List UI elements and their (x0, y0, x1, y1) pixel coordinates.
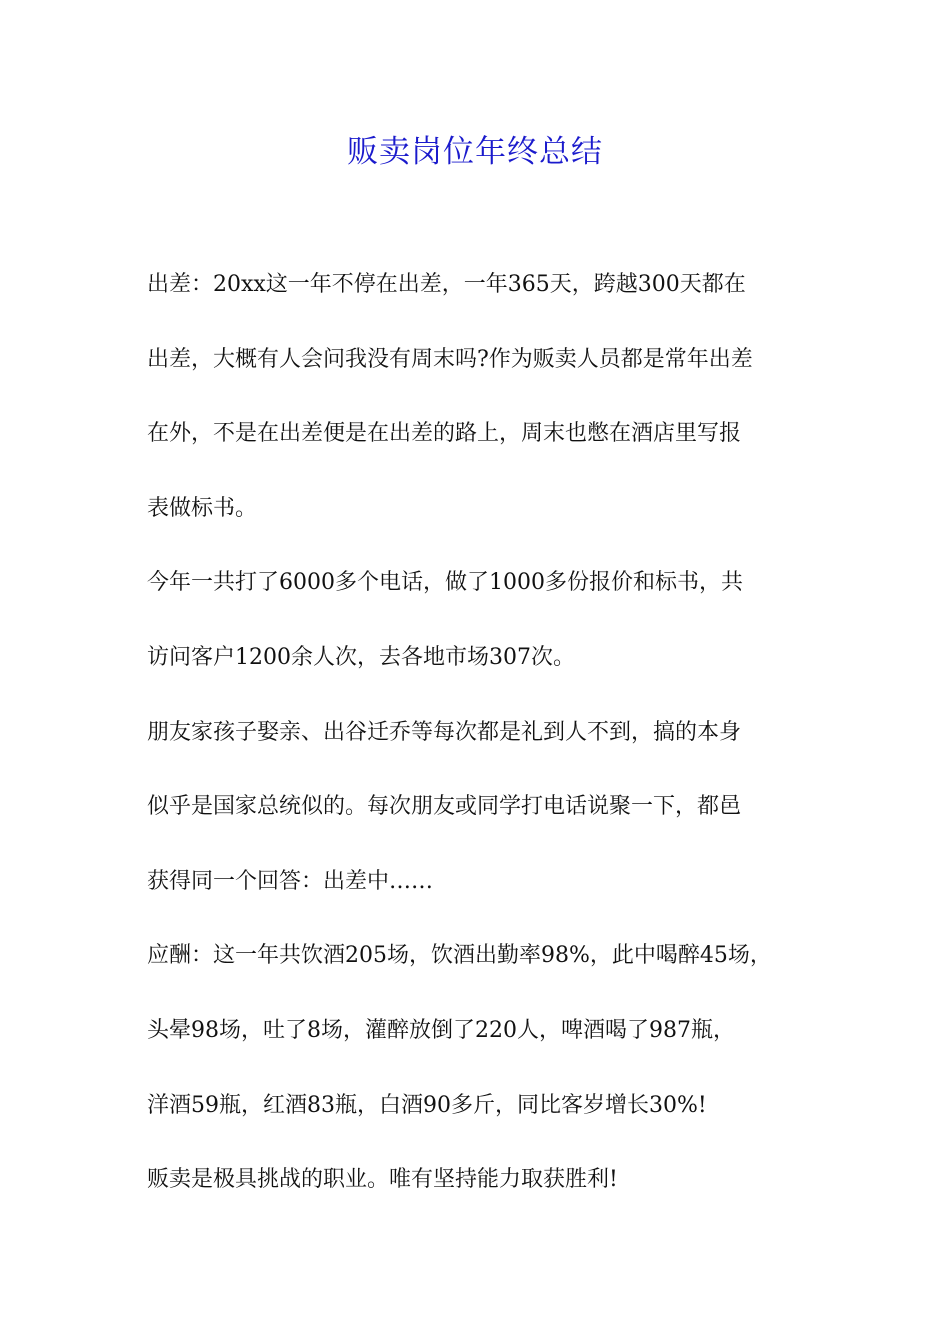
paragraph-line: 在外，不是在出差便是在出差的路上，周末也憋在酒店里写报 (147, 421, 742, 447)
document-body (147, 262, 837, 1232)
document-title: 贩卖岗位年终总结 (347, 134, 603, 170)
paragraph-line: 今年一共打了6000多个电话，做了1000多份报价和标书，共 (147, 570, 743, 596)
paragraph-line: 洋酒59瓶，红酒83瓶，白酒90多斤，同比客岁增长30%! (147, 1092, 707, 1118)
paragraph-line: 出差，大概有人会问我没有周末吗?作为贩卖人员都是常年出差 (147, 346, 753, 372)
paragraph-line: 获得同一个回答：出差中…… (147, 868, 434, 894)
paragraph-line: 访问客户1200余人次，去各地市场307次。 (147, 644, 575, 670)
paragraph-line: 贩卖是极具挑战的职业。唯有坚持能力取获胜利! (147, 1167, 618, 1193)
paragraph-line: 似乎是国家总统似的。每次朋友或同学打电话说聚一下，都邑 (147, 794, 742, 820)
paragraph-line: 表做标书。 (147, 495, 258, 521)
paragraph-line: 朋友家孩子娶亲、出谷迁乔等每次都是礼到人不到，搞的本身 (147, 719, 742, 745)
paragraph-line: 头晕98场，吐了8场，灌醉放倒了220人，啤酒喝了987瓶， (147, 1017, 735, 1043)
paragraph-line: 出差：20xx这一年不停在出差，一年365天，跨越300天都在 (147, 272, 746, 297)
paragraph-line: 应酬：这一年共饮酒205场，饮酒出勤率98%，此中喝醉45场， (147, 943, 772, 969)
